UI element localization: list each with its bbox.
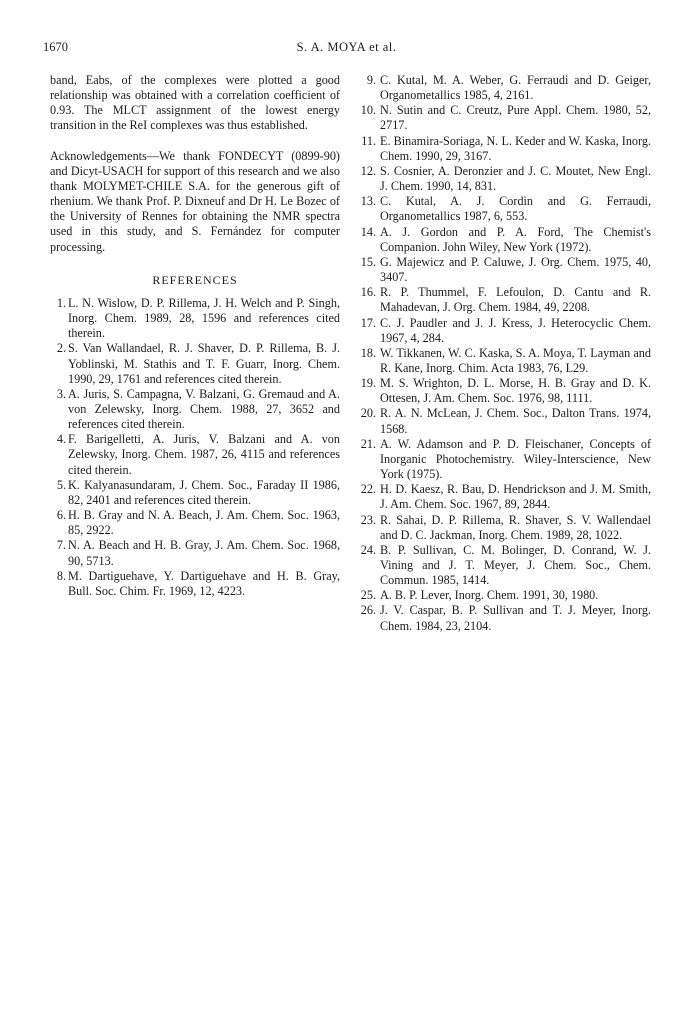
- reference-item: [358, 513, 651, 543]
- reference-number: 26.: [360, 603, 376, 618]
- reference-item: [358, 406, 651, 436]
- reference-item: [358, 194, 651, 224]
- reference-item: [50, 569, 340, 599]
- reference-text: E. Binamira-Soriaga, N. L. Keder and W. Kaska, Inorg. Chem. 1990, 29, 3167.: [380, 133, 651, 163]
- reference-number: 10.: [360, 103, 376, 118]
- reference-number: 3.: [56, 386, 66, 401]
- reference-item: [50, 341, 340, 386]
- reference-number: 8.: [56, 568, 66, 583]
- acknowledgements: Acknowledgements—We thank FONDECYT (0899-90) and Dicyt-USACH for support of this research and we also thank MOLYMET-CHILE S.A. for the generous gift of rhenium. We thank Prof. P. Dixneuf and Dr H. Le Bozec of the University of Rennes for obtaining the NMR spectra used in this study, and S. Fernández for computer processing.: [50, 148, 340, 254]
- reference-item: [358, 255, 651, 285]
- reference-number: 11.: [361, 133, 376, 148]
- reference-text: N. Sutin and C. Creutz, Pure Appl. Chem. 1980, 52, 2717.: [380, 103, 651, 133]
- reference-text: G. Majewicz and P. Caluwe, J. Org. Chem. 1975, 40, 3407.: [380, 254, 651, 285]
- reference-item: [358, 482, 651, 512]
- left-column: [50, 73, 340, 599]
- reference-text: M. Dartiguehave, Y. Dartiguehave and H. B. Gray, Bull. Soc. Chim. Fr. 1969, 12, 4223.: [68, 568, 340, 598]
- reference-text: S. Cosnier, A. Deronzier and J. C. Moutet, New Engl. J. Chem. 1990, 14, 831.: [380, 163, 651, 194]
- reference-item: [358, 437, 651, 482]
- reference-text: R. Sahai, D. P. Rillema, R. Shaver, S. V. Wallendael and D. C. Jackman, Inorg. Chem. 1989, 28, 1022.: [380, 512, 651, 542]
- reference-text: A. J. Gordon and P. A. Ford, The Chemist's Companion. John Wiley, New York (1972).: [380, 224, 651, 254]
- reference-text: R. A. N. McLean, J. Chem. Soc., Dalton Trans. 1974, 1568.: [380, 406, 651, 436]
- reference-text: K. Kalyanasundaram, J. Chem. Soc., Faraday II 1986, 82, 2401 and references cited therein.: [68, 477, 340, 507]
- reference-number: 6.: [56, 508, 66, 523]
- reference-item: [358, 134, 651, 164]
- reference-text: A. Juris, S. Campagna, V. Balzani, G. Gremaud and A. von Zelewsky, Inorg. Chem. 1988, 27, 3652 and references cited therein.: [68, 386, 340, 432]
- reference-number: 2.: [56, 341, 66, 356]
- reference-text: J. V. Caspar, B. P. Sullivan and T. J. Meyer, Inorg. Chem. 1984, 23, 2104.: [380, 603, 651, 633]
- reference-item: [358, 603, 651, 633]
- reference-number: 17.: [360, 315, 376, 330]
- reference-number: 19.: [360, 376, 376, 391]
- reference-text: L. N. Wislow, D. P. Rillema, J. H. Welch and P. Singh, Inorg. Chem. 1989, 28, 1596 and references cited therein.: [68, 295, 340, 341]
- reference-text: C. Kutal, M. A. Weber, G. Ferraudi and D. Geiger, Organometallics 1985, 4, 2161.: [380, 73, 651, 103]
- reference-number: 4.: [56, 432, 66, 447]
- right-column: [358, 73, 651, 634]
- reference-number: 24.: [360, 542, 376, 557]
- reference-number: 1.: [56, 295, 66, 310]
- reference-text: A. W. Adamson and P. D. Fleischaner, Concepts of Inorganic Photochemistry. Wiley-Interscience, New York (1975).: [380, 436, 651, 482]
- reference-text: N. A. Beach and H. B. Gray, J. Am. Chem. Soc. 1968, 90, 5713.: [68, 538, 340, 568]
- reference-text: C. Kutal, A. J. Cordin and G. Ferraudi, Organometallics 1987, 6, 553.: [380, 194, 651, 224]
- reference-text: R. P. Thummel, F. Lefoulon, D. Cantu and R. Mahadevan, J. Org. Chem. 1984, 49, 2208.: [380, 285, 651, 315]
- running-head: S. A. MOYA et al.: [296, 40, 397, 54]
- reference-number: 25.: [360, 588, 376, 603]
- reference-number: 7.: [56, 538, 66, 553]
- reference-number: 21.: [360, 436, 376, 451]
- reference-number: 20.: [360, 406, 376, 421]
- reference-list-left: [50, 296, 340, 599]
- reference-item: [358, 285, 651, 315]
- page-number: 1670: [43, 40, 68, 54]
- reference-text: A. B. P. Lever, Inorg. Chem. 1991, 30, 1980.: [380, 588, 599, 603]
- reference-number: 15.: [360, 254, 376, 269]
- reference-item: [358, 103, 651, 133]
- reference-number: 9.: [366, 73, 376, 87]
- reference-item: [358, 543, 651, 588]
- reference-number: 5.: [56, 477, 66, 492]
- reference-number: 18.: [360, 345, 376, 360]
- reference-text: M. S. Wrighton, D. L. Morse, H. B. Gray and D. K. Ottesen, J. Am. Chem. Soc. 1976, 98, 1111.: [380, 376, 651, 406]
- reference-text: H. D. Kaesz, R. Bau, D. Hendrickson and J. M. Smith, J. Am. Chem. Soc. 1967, 89, 2844.: [380, 482, 651, 512]
- reference-item: [358, 346, 651, 376]
- reference-item: [50, 538, 340, 568]
- reference-item: [50, 508, 340, 538]
- reference-text: W. Tikkanen, W. C. Kaska, S. A. Moya, T. Layman and R. Kane, Inorg. Chim. Acta 1983, 76, L29.: [380, 345, 651, 375]
- reference-number: 13.: [360, 194, 376, 209]
- reference-item: [50, 478, 340, 508]
- reference-number: 12.: [360, 163, 376, 178]
- reference-list-right: [358, 73, 651, 634]
- reference-text: H. B. Gray and N. A. Beach, J. Am. Chem. Soc. 1963, 85, 2922.: [68, 508, 340, 538]
- reference-number: 23.: [360, 512, 376, 527]
- reference-text: S. Van Wallandael, R. J. Shaver, D. P. Rillema, B. J. Yoblinski, M. Stathis and T. F. Guarr, Inorg. Chem. 1990, 29, 1761 and references cited therein.: [68, 341, 340, 386]
- reference-item: [358, 225, 651, 255]
- reference-item: [358, 376, 651, 406]
- reference-number: 22.: [360, 482, 376, 497]
- page-header: [43, 40, 650, 56]
- reference-text: B. P. Sullivan, C. M. Bolinger, D. Conrand, W. J. Vining and J. T. Meyer, J. Chem. Soc., Chem. Commun. 1985, 1414.: [380, 542, 651, 588]
- reference-item: [358, 164, 651, 194]
- reference-item: [358, 73, 651, 103]
- reference-item: [358, 588, 651, 603]
- reference-text: F. Barigelletti, A. Juris, V. Balzani and A. von Zelewsky, Inorg. Chem. 1987, 26, 4115 and references cited therein.: [68, 432, 340, 477]
- reference-item: [358, 316, 651, 346]
- references-heading: REFERENCES: [152, 272, 238, 287]
- reference-item: [50, 387, 340, 432]
- reference-text: C. J. Paudler and J. J. Kress, J. Heterocyclic Chem. 1967, 4, 284.: [380, 315, 651, 345]
- reference-item: [50, 432, 340, 477]
- reference-number: 16.: [360, 285, 376, 300]
- reference-number: 14.: [360, 224, 376, 239]
- reference-item: [50, 296, 340, 341]
- body-paragraph: band, Eabs, of the complexes were plotted a good relationship was obtained with a correlation coefficient of 0.93. The MLCT assignment of the lowest energy transition in the ReI complexes was thus established.: [50, 73, 340, 133]
